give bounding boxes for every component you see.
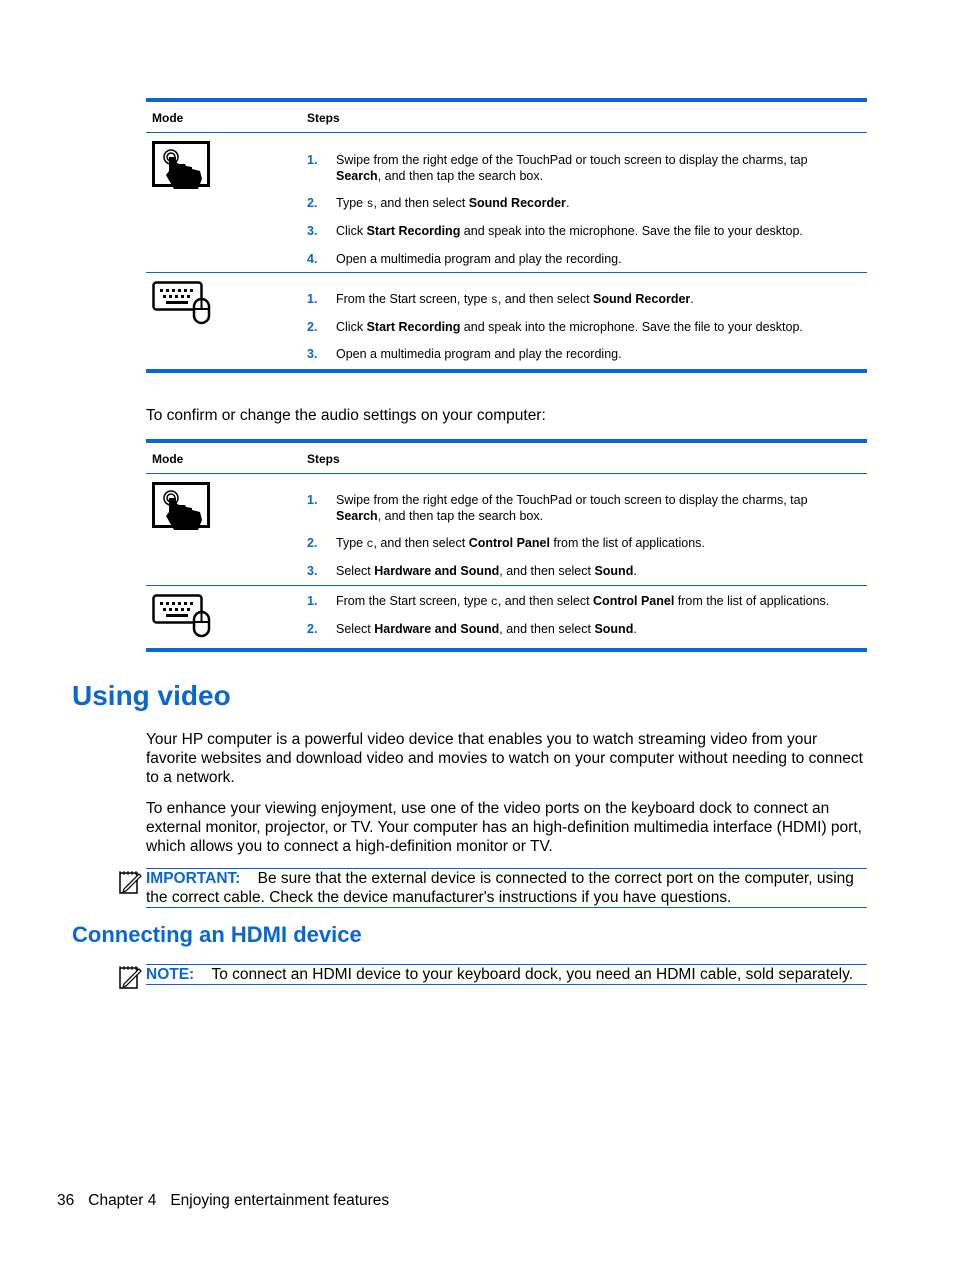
important-note-icon [118,870,142,896]
keyboard-mouse-icon [152,281,212,327]
header-mode: Mode [152,111,184,125]
touch-gesture-icon [152,141,212,193]
paragraph-video-intro: Your HP computer is a powerful video device that enables you to watch streaming video from your favorite websites and download video and movies to watch on your computer without needing to connect to a network. [146,731,863,786]
note-label: NOTE: [146,966,195,983]
chapter-title: Enjoying entertainment features [170,1192,390,1209]
chapter-number: Chapter 4 [88,1192,157,1209]
table-bottom-rule [146,648,867,652]
table-bottom-rule [146,369,867,373]
important-text: Be sure that the external device is connected to the correct port on the computer, using the correct cable. Check the device manufacturer's instructions if you have questions. [146,870,854,906]
steps-table-sound-recorder [146,98,867,373]
page-number: 36 [57,1192,75,1209]
table-header [146,443,867,474]
touch-gesture-icon [152,482,212,534]
table-row-touch: 1. Swipe from the right edge of the TouchPad or touch screen to display the charms, tap Search, and then tap the search box. 2. Type c, and then select Control Panel from the list of applications. 3. Select Hardware and Sound, and then select Sound. [146,474,867,586]
keyboard-mouse-icon [152,594,212,640]
table-row-touch: 1. Swipe from the right edge of the TouchPad or touch screen to display the charms, tap Search, and then tap the search box. 2. Type s, and then select Sound Recorder. 3. Click Start Recording and speak into the microphone. Save the file to your desktop. 4. Open a multimedia program and play the recording. [146,133,867,273]
header-mode: Mode [152,452,184,466]
note-icon [118,965,142,991]
page-footer [57,1192,403,1210]
important-note [146,868,867,908]
intro-audio-settings: To confirm or change the audio settings on your computer: [146,407,546,424]
header-steps: Steps [307,452,340,466]
table-row-keyboard: 1. From the Start screen, type s, and then select Sound Recorder. 2. Click Start Recording and speak into the microphone. Save the file to your desktop. 3. Open a multimedia program and play the recording. [146,273,867,369]
subsection-title: Connecting an HDMI device [72,922,362,947]
table-header [146,102,867,133]
section-title: Using video [72,680,231,711]
important-label: IMPORTANT: [146,870,241,887]
hdmi-note [146,964,867,985]
note-text: To connect an HDMI device to your keyboard dock, you need an HDMI cable, sold separately. [211,966,854,983]
header-steps: Steps [307,111,340,125]
table-row-keyboard: 1. From the Start screen, type c, and then select Control Panel from the list of applications. 2. Select Hardware and Sound, and then select Sound. [146,586,867,648]
paragraph-video-ports: To enhance your viewing enjoyment, use one of the video ports on the keyboard dock to connect an external monitor, projector, or TV. Your computer has an high-definition multimedia interface (HDMI) port, which allows you to connect a high-definition monitor or TV. [146,800,862,855]
steps-table-audio-settings [146,439,867,652]
